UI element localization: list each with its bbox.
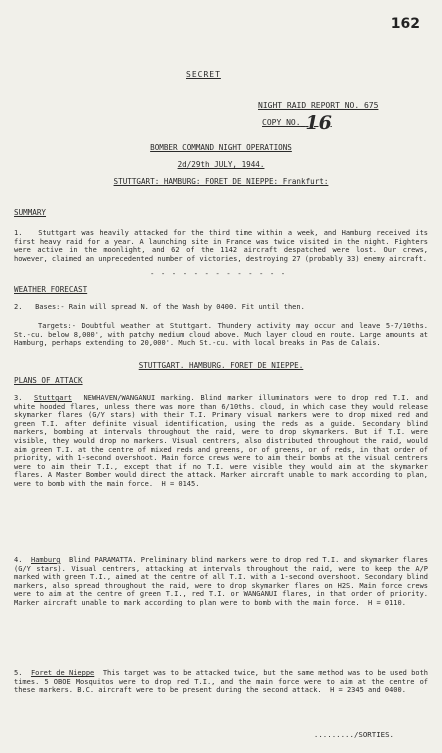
targets-subheading: STUTTGART. HAMBURG. FORET DE NIEPPE. — [138, 361, 304, 370]
plan-hamburg: 4. Hamburg Blind PARAMATTA. Preliminary blind markers were to drop red T.I. and skymarker flares (G/Y stars). Visual centrers, attacking at intervals throughout the raid, were to keep the A/P marked with green T.I., aimed at the centre of all T.I. with a 1-second overshoot. Secondary blind markers, also spread throughout the raid, were to drop skymarker flares on H2S. Main force crews were to aim at the centre of green T.I., red T.I. or WANGANUI flares, in that order of priority. Marker aircraft unable to mark according to plan were to bomb with the main force. H = 0110. — [14, 556, 428, 607]
weather-bases: 2. Bases:- Rain will spread N. of the Wash by 0400. Fit until then. — [14, 303, 305, 311]
plan-nieppe-time: H = 2345 and 0400. — [330, 686, 406, 695]
plan-stuttgart: 3. Stuttgart NEWHAVEN/WANGANUI marking. Blind marker illuminators were to drop red T.I. and white hooded flares, unless there was more than 6/10ths. cloud, in which case they would release skymarker flares (G/Y stars) with their T.I. Primary visual markers were to drop mixed red and green T.I. after definite visual identification, using the reds as a guide. Secondary blind markers, bombing at intervals throughout the raid, were to drop skymarkers. But if T.I. were visible, they would drop no markers. Visual centrers, also distributed throughout the raid, would aim green T.I. at the centre of mixed reds and greens, or of greens, or of reds, in that order of priority, with 1-second overshoot. Main force crews were to aim their bombs at the visual centrers were to aim their T.I., except that if no T.I. were visible they would aim at the skymarker flares. A Master Bomber would direct the attack. Marker aircraft unable to mark according to plan, were to bomb with the main force. H = 0145. — [14, 394, 428, 488]
plan-nieppe: 5. Foret de Nieppe This target was to be attacked twice, but the same method was to be used both times. 5 OBOE Mosquitos were to drop red T.I., and the main force were to aim at the centre of these markers. B.C. aircraft were to be present during the second attack. H = 2345 and 0400. — [14, 669, 428, 695]
summary-divider: - - - - - - - - - - - - - — [150, 269, 287, 278]
targets-line: STUTTGART: HAMBURG: FORET DE NIEPPE: Frankfurt: — [113, 177, 329, 186]
copy-number-handwritten: 16 — [305, 112, 332, 134]
weather-heading: WEATHER FORECAST — [14, 285, 88, 294]
page-number: 162 — [390, 16, 420, 32]
plan-hamburg-time: H = 0110. — [368, 598, 406, 607]
weather-targets: Targets:- Doubtful weather at Stuttgart. Thundery activity may occur and leave 5-7/10ths. St.-cu. below 8,000', with patchy medium cloud above. Much layer cloud en route. Large amounts at Hamburg, perhaps extending to 20,000'. Much St.-cu. with local breaks in Pas de Calais. — [14, 322, 428, 348]
summary-paragraph — [14, 229, 428, 263]
summary-text: Stuttgart was heavily attacked for the third time within a week, and Hamburg received its first heavy raid for a year. A launching site in France was twice visited in the night. Fighters were active in the moonlight, and 62 of the 1142 aircraft despatched were lost. Our crews, however, claimed an unprecedented number of victories, destroying 27 (probably 33) enemy aircraft. — [14, 229, 428, 263]
plan-nieppe-name: Foret de Nieppe — [30, 669, 95, 677]
summary-heading: SUMMARY — [14, 208, 47, 217]
continuation-marker: ........./SORTIES. — [313, 730, 394, 739]
report-title: NIGHT RAID REPORT NO. 675 — [258, 101, 379, 110]
plan-stuttgart-name: Stuttgart — [34, 394, 72, 402]
plan-hamburg-name: Hamburg — [30, 556, 61, 564]
plans-heading: PLANS OF ATTACK — [14, 376, 83, 385]
copy-number-line — [262, 112, 332, 134]
classification-marking: SECRET — [186, 70, 221, 79]
plan-stuttgart-time: H = 0145. — [161, 479, 200, 488]
copy-label: COPY NO. — [262, 118, 301, 127]
command-heading: BOMBER COMMAND NIGHT OPERATIONS — [150, 143, 292, 152]
date-line: 2d/29th JULY, 1944. — [177, 160, 265, 169]
summary-number: 1. — [14, 229, 23, 237]
